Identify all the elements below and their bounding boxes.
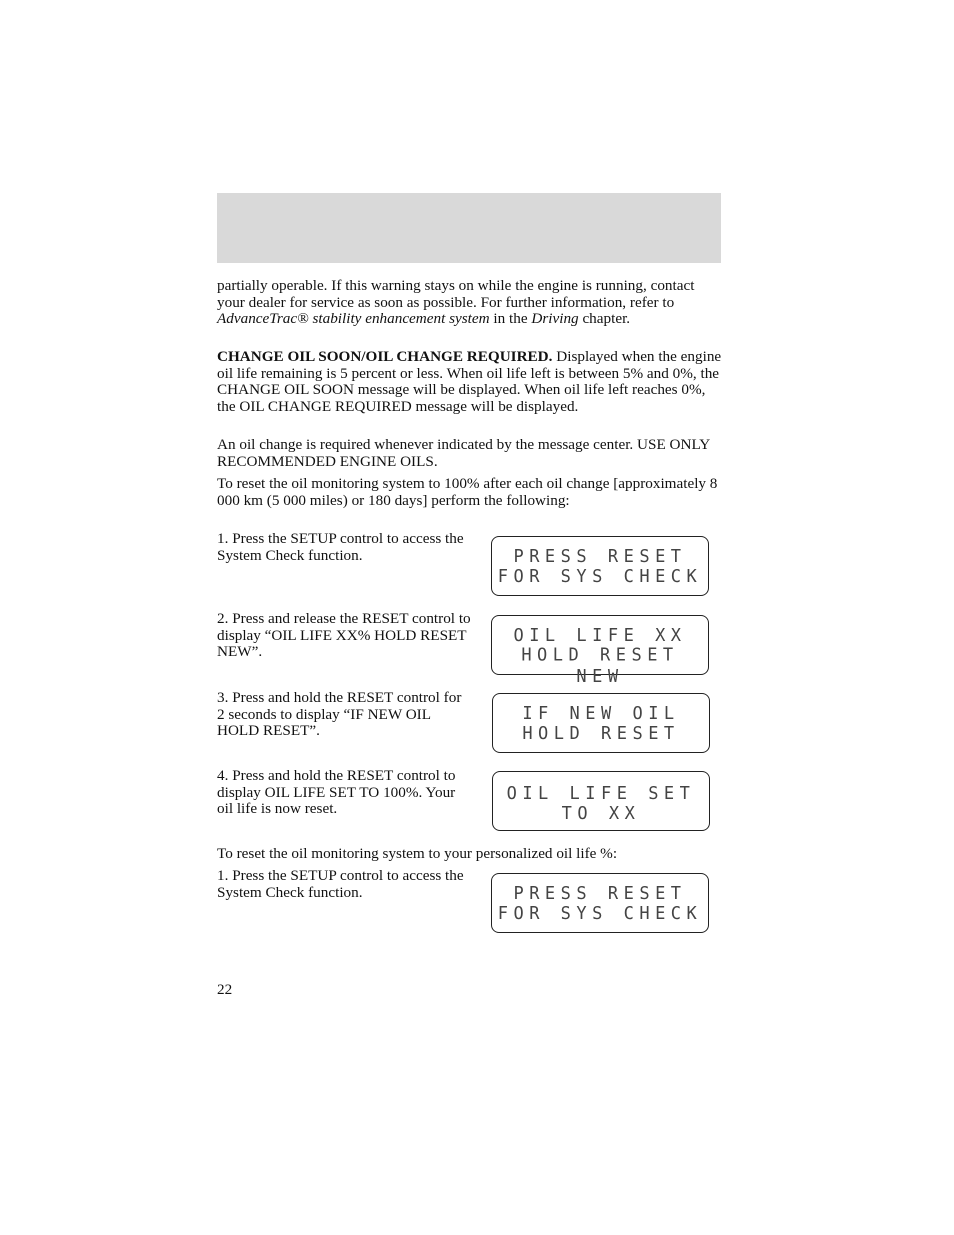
lcd-display-step-b1	[491, 873, 709, 933]
para1-text-b: in the	[489, 310, 532, 328]
change-oil-body: Displayed when the engine oil life remaining is 5 percent or less. When oil life left is between 5% and 0%, the CHANGE OIL SOON message will be displayed. When oil life left reaches 0%, the OIL CHANGE REQUIRED message will be displayed.	[217, 348, 722, 415]
lcd-line-2: HOLD RESET	[522, 723, 680, 745]
lcd-line-2: FOR SYS CHECK	[497, 566, 703, 588]
step-3-text: 3. Press and hold the RESET control for 2 seconds to display “IF NEW OIL HOLD RESET”.	[217, 689, 462, 740]
lcd-line-1: PRESS RESET	[513, 546, 687, 568]
lcd-line-2: HOLD RESET NEW	[521, 645, 679, 687]
page-number: 22	[217, 981, 233, 998]
chapter-header-band	[217, 193, 721, 263]
lcd-display-step-3	[492, 693, 710, 753]
para1-text-a: partially operable. If this warning stays on while the engine is running, contact your dealer for service as soon as possible. For further information, refer to	[217, 277, 695, 311]
step-1-text: 1. Press the SETUP control to access the System Check function.	[217, 530, 464, 564]
para1-chapter: Driving	[531, 310, 579, 328]
para1-ref: AdvanceTrac® stability enhancement system	[217, 310, 490, 328]
lcd-line-2: FOR SYS CHECK	[497, 903, 703, 925]
paragraph-oil-change-required: An oil change is required whenever indicated by the message center. USE ONLY RECOMMENDED ENGINE OILS.	[217, 436, 710, 470]
lcd-display-step-1	[491, 536, 709, 596]
paragraph-personalized-reset: To reset the oil monitoring system to your personalized oil life %:	[217, 845, 618, 862]
paragraph-change-oil	[217, 349, 722, 415]
lcd-line-1: OIL LIFE XX	[513, 625, 687, 647]
lcd-line-1: PRESS RESET	[513, 883, 687, 905]
lcd-line-1: OIL LIFE SET	[506, 783, 696, 805]
lcd-display-step-2	[491, 615, 709, 687]
lcd-display-step-4	[492, 771, 710, 831]
change-oil-heading: CHANGE OIL SOON/OIL CHANGE REQUIRED.	[217, 348, 553, 365]
lcd-line-2: TO XX	[561, 803, 641, 825]
step-4-text: 4. Press and hold the RESET control to display OIL LIFE SET TO 100%. Your oil life is now reset.	[217, 767, 456, 818]
paragraph-reset-intro: To reset the oil monitoring system to 100% after each oil change [approximately 8 000 km (5 000 miles) or 180 days] perform the following:	[217, 475, 718, 509]
step-2-text: 2. Press and release the RESET control to display “OIL LIFE XX% HOLD RESET NEW”.	[217, 610, 471, 661]
para1-text-c: chapter.	[578, 310, 631, 328]
step-b1-text: 1. Press the SETUP control to access the System Check function.	[217, 867, 464, 901]
lcd-line-1: IF NEW OIL	[522, 703, 680, 725]
paragraph-advancetrac	[217, 278, 722, 328]
